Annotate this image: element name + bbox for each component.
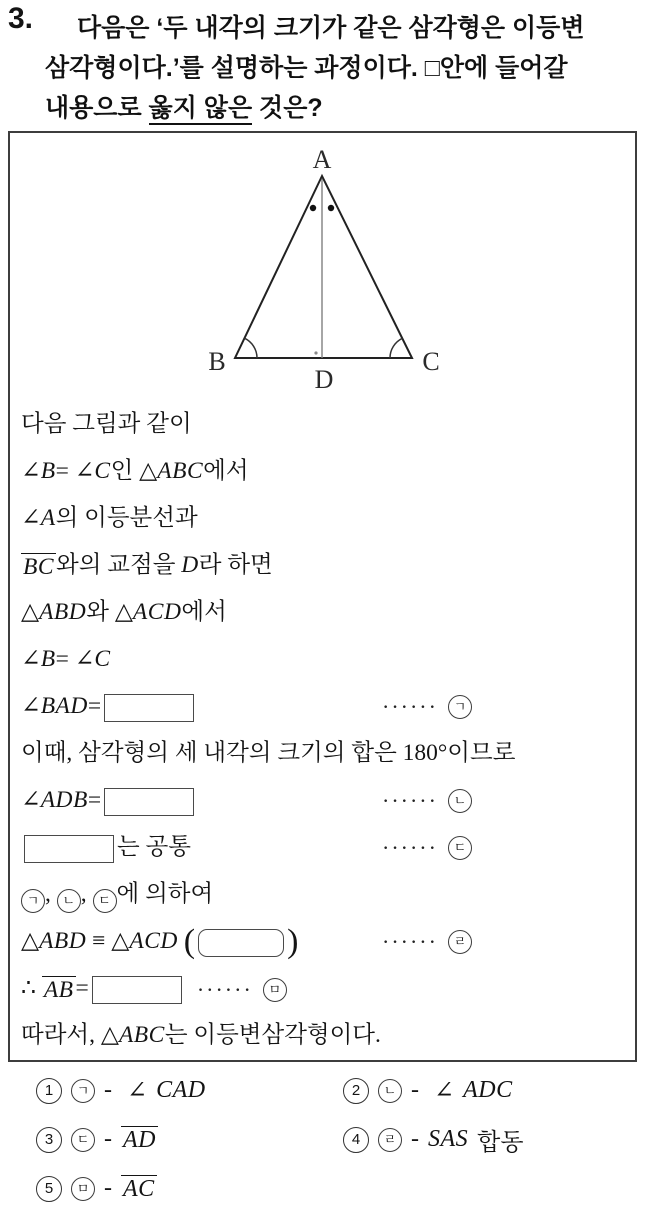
korean-text: 에서 <box>181 599 227 625</box>
math-text: ACD <box>132 599 182 625</box>
math-text: D <box>181 552 199 578</box>
korean-text: 다음 그림과 같이 <box>21 411 192 437</box>
proof-line <box>10 542 635 589</box>
leader-dots: ······ <box>382 787 438 813</box>
leader-dots: ······ <box>382 834 438 860</box>
overlined-segment: BC <box>23 554 55 580</box>
underlined-phrase: 옳지 않은 <box>149 94 253 125</box>
question-text-post: 것은? <box>252 94 323 122</box>
math-text: ABD <box>39 599 87 625</box>
dash: - <box>104 1175 112 1201</box>
choice-option <box>36 1115 343 1164</box>
math-text: △ <box>100 1022 119 1048</box>
angle-arc-c <box>390 338 402 358</box>
circled-number: 1 <box>36 1078 62 1104</box>
proof-line <box>10 730 635 777</box>
korean-text: 라 하면 <box>198 552 273 578</box>
math-text: = <box>87 693 102 719</box>
math-text: △ <box>21 928 40 954</box>
question-text-line1: 다음은 ‘두 내각의 크기가 같은 삼각형은 이등변 <box>77 14 585 42</box>
math-text: = ∠ <box>55 646 95 672</box>
leader-dots: ······ <box>196 976 253 1002</box>
math-text: = ∠ <box>55 458 95 484</box>
math-text: ∠ <box>21 505 41 531</box>
question-text-line2: 삼각형이다.’를 설명하는 과정이다. □안에 들어갈 <box>45 54 568 82</box>
circled-jamo: ㅁ <box>71 1177 95 1201</box>
math-text: ABC <box>118 1022 165 1048</box>
proof-line <box>10 589 635 636</box>
korean-text: 이때, 삼각형의 세 내각의 크기의 합은 <box>21 740 403 766</box>
blank-box <box>24 835 114 863</box>
korean-text: , <box>45 881 57 907</box>
proof-line <box>10 636 635 683</box>
math-text: ∠ <box>21 458 41 484</box>
circled-number: 2 <box>343 1078 369 1104</box>
apex-angle-dot-left <box>310 205 316 211</box>
dash: - <box>411 1077 425 1103</box>
math-text: △ <box>111 928 130 954</box>
korean-text: 인 <box>110 458 140 484</box>
circled-jamo: ㄷ <box>71 1128 95 1152</box>
math-text: A <box>40 505 56 531</box>
math-text: ADB <box>40 787 88 813</box>
math-text: △ <box>114 599 133 625</box>
math-text: B <box>40 646 56 672</box>
korean-text: 따라서, <box>21 1022 101 1048</box>
circled-jamo: ㄷ <box>448 836 472 860</box>
math-text: CAD <box>156 1077 206 1103</box>
math-text: ≡ <box>86 928 112 954</box>
proof-lines <box>10 401 635 1059</box>
math-text: △ <box>139 458 158 484</box>
circled-jamo: ㄴ <box>378 1079 402 1103</box>
overlined-segment: AB <box>43 977 74 1003</box>
math-text: ∠ <box>434 1078 455 1104</box>
korean-text: 에서 <box>203 458 249 484</box>
apex-angle-dot-right <box>328 205 334 211</box>
question-number: 3. <box>8 2 34 35</box>
circled-jamo: ㄱ <box>448 695 472 719</box>
angle-arc-b <box>245 338 258 358</box>
korean-text: 와 <box>86 599 115 625</box>
math-text: ABC <box>157 458 204 484</box>
proof-line <box>10 495 635 542</box>
question-text-line3 <box>45 88 323 124</box>
math-text: BAD <box>40 693 88 719</box>
korean-text: , <box>80 881 93 907</box>
circled-number: 5 <box>36 1176 62 1202</box>
circled-jamo: ㄷ <box>93 889 117 913</box>
circled-jamo: ㄹ <box>378 1128 402 1152</box>
dash: - <box>104 1077 118 1103</box>
overlined-segment: AC <box>123 1175 155 1202</box>
korean-text: 합동 <box>477 1130 524 1156</box>
math-text: ∠ <box>21 693 41 719</box>
choice-option <box>343 1066 513 1115</box>
blank-box-rounded <box>198 929 284 957</box>
reference-mark <box>382 683 472 730</box>
reference-mark <box>382 918 472 965</box>
korean-text: 에 의하여 <box>116 881 214 907</box>
proof-line <box>10 777 635 824</box>
proof-line <box>10 824 635 871</box>
choice-option <box>343 1115 524 1164</box>
vertex-label-c: C <box>422 347 440 376</box>
math-text: △ <box>21 599 40 625</box>
parenthesis: ( <box>183 923 196 960</box>
answer-choices <box>36 1066 650 1213</box>
vertex-label-b: B <box>208 347 226 376</box>
math-text: = <box>87 787 102 813</box>
korean-text: 는 공통 <box>117 834 191 860</box>
proof-line <box>10 401 635 448</box>
circled-jamo: ㅁ <box>263 978 287 1002</box>
math-text: 180° <box>402 740 448 766</box>
blank-box <box>104 694 194 722</box>
korean-text: 와의 교점을 <box>56 552 182 578</box>
leader-dots: ······ <box>382 928 438 954</box>
overlined-segment: AD <box>123 1126 156 1153</box>
math-text: = <box>75 975 89 1001</box>
reference-mark <box>382 824 472 871</box>
choice-option <box>36 1066 343 1115</box>
question-text-pre: 내용으로 <box>45 94 149 122</box>
parenthesis: ) <box>287 923 299 960</box>
math-text: ABD <box>39 928 87 954</box>
vertex-label-d: D <box>314 365 334 391</box>
proof-line <box>10 1012 635 1059</box>
math-text: ∴ <box>21 975 42 1001</box>
foot-mark <box>314 351 317 354</box>
blank-box <box>92 976 182 1004</box>
circled-jamo: ㄴ <box>57 889 81 913</box>
math-text: ACD <box>129 928 178 954</box>
proof-line <box>10 683 635 730</box>
math-text: ∠ <box>21 787 41 813</box>
circled-number: 3 <box>36 1127 62 1153</box>
blank-box <box>104 788 194 816</box>
circled-jamo: ㄴ <box>448 789 472 813</box>
dash: - <box>411 1126 419 1152</box>
circled-number: 4 <box>343 1127 369 1153</box>
proof-line <box>10 871 635 918</box>
korean-text: 의 이등분선과 <box>55 505 198 531</box>
reference-mark <box>382 777 472 824</box>
vertex-label-a: A <box>312 145 332 174</box>
math-text: C <box>94 646 111 672</box>
circled-jamo: ㄱ <box>21 889 45 913</box>
circled-jamo: ㄱ <box>71 1079 95 1103</box>
math-text: SAS <box>428 1126 469 1152</box>
choice-option <box>36 1164 343 1213</box>
circled-jamo: ㄹ <box>448 930 472 954</box>
korean-text: 이므로 <box>447 740 516 766</box>
math-text: C <box>94 458 111 484</box>
reference-mark <box>197 978 287 1002</box>
proof-box <box>8 131 637 1062</box>
proof-line <box>10 918 635 965</box>
math-text: ADC <box>463 1077 513 1103</box>
math-text: B <box>40 458 56 484</box>
triangle-figure <box>10 139 635 391</box>
math-text: ∠ <box>127 1078 148 1104</box>
triangle-outline <box>235 176 412 358</box>
proof-line <box>10 448 635 495</box>
proof-line <box>10 965 635 1012</box>
dash: - <box>104 1126 112 1152</box>
leader-dots: ······ <box>382 693 438 719</box>
math-text: ∠ <box>21 646 41 672</box>
korean-text: 는 이등변삼각형이다. <box>164 1022 381 1048</box>
